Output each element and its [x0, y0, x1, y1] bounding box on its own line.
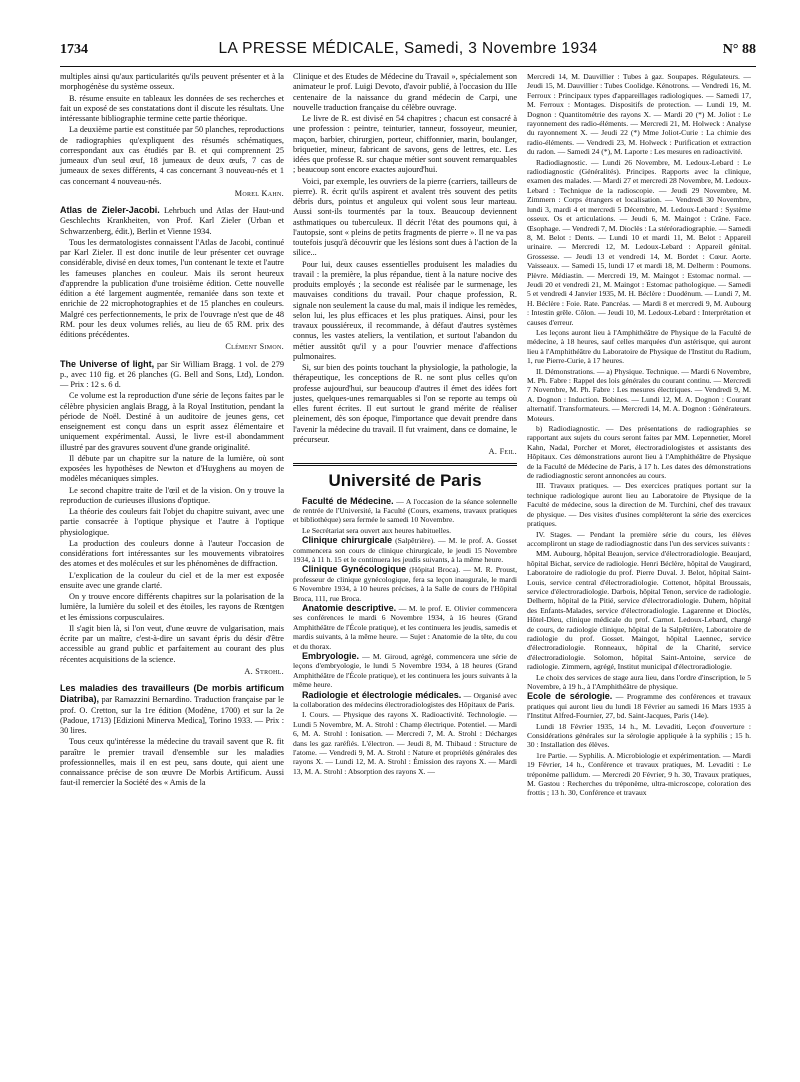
notice-anatomie [293, 604, 517, 651]
paragraph: Le choix des services de stage aura lieu, dans l'ordre d'inscription, le 5 Novembre, à 19 h., à l'Amphithéâtre de physique. [527, 672, 751, 691]
review-title: Atlas de Zieler-Jacobi. [60, 205, 160, 215]
paragraph: Ce volume est la reproduction d'une série de leçons faites par le célèbre physicien anglais Bragg, à la Royal Institution, pendant la période de Noël. Destiné à un auditoire de jeunes gens, cet enseignement est conçu dans un esprit assez élémentaire et uniquement expérimental. Aussi, le livre est-il abondamment illustré par des gravures souvent d'une grande originalité. [60, 391, 284, 452]
author-signature: A. Strohl. [244, 666, 284, 676]
paragraph: La production des couleurs donne à l'auteur l'occasion de considérations fort intéressantes sur les mouvements vibratoires des atomes et des molécules et sur les phénomènes de diffraction. [60, 538, 284, 569]
page-number: 1734 [60, 42, 88, 57]
paragraph: b) Radiodiagnostic. — Des présentations de radiographies se rapportant aux sujets du cours seront faites par MM. Lepennetier, Morel Kahn, Nadal, Porcher et Moret, électroradiologistes et assistants des Hôpitaux. Ces démonstrations auront lieu à l'Amphithéâtre de Physique de la Faculté de Médecine de Paris, à 17 h. Les dates des démonstrations de radiodiagnostic seront annoncées au cours. [527, 424, 751, 481]
paragraph: IV. Stages. — Pendant la première série du cours, les élèves accompliront un stage de radiodiagnostic dans l'un des services suivants : [527, 529, 751, 548]
review-title: Les maladies des travailleurs (De morbis artificum Diatriba), [60, 683, 284, 705]
review-entry-universe [60, 359, 284, 391]
paragraph: Pour lui, deux causes essentielles produisent les maladies du travail : la première, la plus répandue, tient à la nature nocive des produits employés ; la seconde est réalisée par le surmenage, les mauvaises conditions du travail. Pour chaque profession, R. signale non seulement la cause du mal, mais il indique les remèdes, selon lui, les plus efficaces et les plus pratiques. Ainsi, pour les travaux poussiéreux, il recommande, à défaut d'autres systèmes connus, les vastes ateliers, la ventilation, et surtout l'abandon du métier aussitôt qu'il y a pour l'ouvrier menace d'affections pulmonaires. [293, 259, 517, 361]
paragraph: Voici, par exemple, les ouvriers de la pierre (carriers, tailleurs de pierre). R. écrit qu'ils aspirent et avalent très souvent des petits débris durs, pointus et anguleux qui volent sous leur marteau. Aussi sont-ils tourmentés par la toux. Beaucoup deviennent asthmatiques ou tuberculeux. Il décrit l'état des poumons qui, à l'autopsie, sont « pleins de petits fragments de pierre ». Il ne va pas toutefois jusqu'à découvrir que les lésions sont dues à l'action de la silice... [293, 176, 517, 258]
notice-faculte [293, 497, 517, 525]
notice-text: (Hôpital Broca). — M. R. Proust, professeur de clinique gynécologique, fera sa leçon inaugurale, le mardi 6 Novembre 1934, à 10 heures précises, à la Salle de cours de l'Hôpital Broca, 111, rue Broca. [293, 565, 517, 603]
notice-title: Clinique Gynécologique [302, 564, 407, 575]
review-reference: par Ramazzini Bernardino. Traduction française par le prof. O. Cretton, sur la 1re édition (Modène, 1700) et sur la 2e (Padoue, 1713) [Edizioni Minerva Medica], Torino 1933. — Prix : 30 lires. [60, 695, 284, 735]
notice-embryologie [293, 652, 517, 690]
notice-text: — Organisé avec la collaboration des médecins électroradiologistes des Hôpitaux de Paris. [293, 690, 517, 710]
review-title: The Universe of light, [60, 358, 155, 369]
paragraph: Mercredi 14, M. Dauvillier : Tubes à gaz. Soupapes. Régulateurs. — Jeudi 15, M. Dauvillier : Tubes Coolidge. Kénotrons. — Vendredi 16, M. Ferroux : Principaux types d'appareillages radiologiques. — Samedi 17, M. Ferroux : Montages. Dispositifs de protection. — Lundi 19, M. Dognon : Quantitométrie des rayons X. — Mardi 20 (*) M. Joliot : Le rayonnement des radio-éléments. — Mercredi 21, M. Holweck : Analyse du rayonnement X. — Jeudi 22 (*) Mme Joliot-Curie : La chimie des radio-éléments. — Vendredi 23, M. Holweck : Purification et extraction du radon. — Samedi 24 (*), M. Laporte : Les mesures en radioactivité. [527, 72, 751, 157]
notice-text: — M. le prof. E. Olivier commencera ses conférences le mardi 6 Novembre 1934, à 16 heures (Grand Amphithéâtre de l'École pratique), et les continuera les jeudis, samedis et mardis suivants, à la même heure. — Sujet : Anatomie de la tête, du cou et du thorax. [293, 603, 517, 651]
paragraph: Le livre de R. est divisé en 54 chapitres ; chacun est consacré à une profession : peintre, teinturier, tanneur, fossoyeur, meunier, maçon, barbier, chirurgien, porteur, chiffonnier, marin, boulanger, briquetier, mineur, fabricant de savons, gens de lettres, etc. Les idées que professe R. sur chaque métier sont souvent remarquables ; beaucoup sont encore exactes aujourd'hui. [293, 114, 517, 175]
notice-text: — Programme des conférences et travaux pratiques qui auront lieu du lundi 18 Février au samedi 16 Mars 1935 à l'Institut Alfred-Fournier, 27, bd. Saint-Jacques, Paris (14e). [527, 692, 751, 721]
notice-title: Clinique chirurgicale [302, 535, 393, 546]
paragraph: 1re Partie. — Syphilis. A. Microbiologie et expérimentation. — Mardi 19 Février, 14 h., Conférence et travaux pratiques, M. Levaditi : Le tréponème pallidum. — Mercredi 20 Février, 9 h. 30, Travaux pratiques, M. Gastou : Recherches du tréponème, ultra-microscope, coloration des frottis ; 13 h. 30, Conférence et travaux [527, 750, 751, 798]
paragraph: Les leçons auront lieu à l'Amphithéâtre de Physique de la Faculté de médecine, à 18 heures, sauf celles marquées d'un astérisque, qui auront lieu à l'Amphithéâtre du Laboratoire de Physique de l'Institut du Radium, 1, rue Pierre-Curie, à 17 heures. [527, 327, 751, 366]
notice-serologie [527, 692, 751, 720]
notice-title: Embryologie. [302, 651, 360, 661]
column-right [527, 72, 751, 799]
section-heading: Université de Paris [328, 471, 482, 491]
paragraph: On y trouve encore différents chapitres sur la polarisation de la lumière, la lumière du soleil et des étoiles, les rayons de Rœntgen et les émissions corpusculaires. [60, 592, 284, 622]
notice-title: Faculté de Médecine. [302, 495, 394, 506]
author-signature: Morel Kahn. [234, 188, 284, 198]
paragraph: MM. Aubourg, hôpital Beaujon, service d'électroradiologie. Beaujard, hôpital Bichat, service de radiologie. Henri Béclère, hôpital de Vaugirard, Laboratoire de radiologie du prof. Pierre Duval. J. Belot, hôpital Saint-Louis, service central d'électroradiologie. Cottenot, hôpital Broussais, service d'électroradiologie. Darbois, hôpital Tenon, service de radiologie. Delherm, hôpital de la Pitié, service d'électroradiologie. Duhem, hôpital des Enfants-Malades, service d'électroradiologie. Lagarenne et Dioclès, Hôtel-Dieu, clinique médicale du prof. Carnot. Ledoux-Lebard, chargé de cours, de radiologie clinique, hôpital de la Salpêtrière, Laboratoire de radiologie du prof. Gosset. Maingot, hôpital Laennec, service d'électroradiologie. Ronneaux, hôpital de la Charité, service d'électroradiologie. Solomon, hôpital Saint-Antoine, service de radiologie. Zimmern, agrégé, Institut municipal d'électroradiologie. [527, 549, 751, 672]
paragraph: La deuxième partie est constituée par 50 planches, reproductions de radiographies qu'expliquent des résumés schématiques, correspondant aux cas étudiés par B. et qui comprennent 25 jumeaux d'un seul œuf, 18 jumeaux de deux œufs, 7 cas de jumeaux de sexes différents, 4 cas concernant 3 nouveau-nés et 1 cas concernant 4 nouveau-nés. [60, 125, 284, 186]
notice-title: Radiologie et électrologie médicales. [302, 689, 462, 700]
author-signature: Clément Simon. [225, 342, 284, 352]
section-divider [293, 463, 517, 466]
paragraph: Il s'agit bien là, si l'on veut, d'une œuvre de vulgarisation, mais écrite par un maître, c'est-à-dire un savant épris du désir d'être accessible au grand public et parfaitement au courant des plus récentes acquisitions de la science. [60, 623, 284, 664]
column-middle [293, 72, 517, 777]
paragraph: Lundi 18 Février 1935, 14 h., M. Levaditi, Leçon d'ouverture : Considérations générales sur la sérologie appliquée à la syphilis ; 15 h. 30 : Installation des élèves. [527, 721, 751, 750]
paragraph: Si, sur bien des points touchant la physiologie, la pathologie, la thérapeutique, les conceptions de R. ne sont plus celles qu'on professe aujourd'hui, sur beaucoup d'autres il émet des idées fort justes, quelques-unes remarquables si l'on se reporte au temps où elles furent écrites. Il eut surtout le grand mérite de réaliser pleinement, dès son époque, l'importance que devait prendre dans l'avenir la médecine du travail. Il fut vraiment, dans ce domaine, le précurseur. [293, 363, 517, 444]
review-entry-maladies [60, 683, 284, 736]
paragraph: L'explication de la couleur du ciel et de la mer est exposée ensuite avec une grande clarté. [60, 570, 284, 590]
paragraph: Radiodiagnostic. — Lundi 26 Novembre, M. Ledoux-Lebard : Le radiodiagnostic (Généralités). Principes. Rapports avec la clinique, examen des malades. — Mardi 27 et mercredi 28 Novembre, M. Ledoux-Lebard : Technique de la radioscopie. — Jeudi 29 Novembre, M. Zimmern : Corps étrangers et localisation. — Vendredi 30 Novembre, lundi 3, mardi 4 et mercredi 5 Décembre, M. Ledoux-Lebard : Système osseux. Os et articulations. — Jeudi 6, M. Maingot : Crâne. Face. Œsophage. — Vendredi 7, M. Dioclès : La stéréoradiographie. — Samedi 8, M. Belot : Dents. — Lundi 10 et mardi 11, M. Belot : Appareil urinaire. — Mercredi 12, M. Ledoux-Lebard : Appareil génital. Grossesse. — Jeudi 13 et vendredi 14, M. Bordet : Cœur. Aorte. Vaisseaux. — Samedi 15, lundi 17 et mardi 18, M. Delherm : Poumons. Plèvre. Médiastin. — Mercredi 19, M. Maingot : Estomac normal. — Jeudi 20 et vendredi 21, M. Maingot : Estomac pathologique. — Samedi 5 et vendredi 4 Janvier 1935, M. H. Béclère : Duodénum. — Lundi 7, M. H. Béclère : Foie. Rate. Pancréas. — Mardi 8 et mercredi 9, M. Aubourg : Intestin grêle. Côlon. — Jeudi 10, M. Ledoux-Lebard : Interprétation et causes d'erreur. [527, 157, 751, 327]
paragraph: Il débute par un chapitre sur la nature de la lumière, où sont exposées les hypothèses de Newton et d'Huyghens au moyen de modèles mécaniques simples. [60, 453, 284, 484]
column-left [60, 72, 284, 790]
review-reference: par Sir William Bragg. 1 vol. de 279 p., avec 110 fig. et 26 planches (G. Bell and Sons, Ltd), London. — Prix : 12 s. 6 d. [60, 359, 284, 389]
paragraph: Tous ceux qu'intéresse la médecine du travail savent que R. fit paraître le premier travail d'ensemble sur les maladies professionnelles, mais il en est peu, sans doute, qui aient une connaissance précise de son œuvre De Morbis Artificum. Aussi faut-il remercier la Société des « Amis de la [60, 737, 284, 788]
notice-text: — M. Giroud, agrégé, commencera une série de leçons d'embryologie, le lundi 5 Novembre 1934, à 18 heures (Grand Amphithéâtre de l'École pratique), et les continuera les jours suivants à la même heure. [293, 652, 517, 690]
notice-text: — A l'occasion de la séance solennelle de rentrée de l'Université, la Faculté (Cours, examens, travaux pratiques et bibliothèque) sera fermée le samedi 10 Novembre. [293, 496, 517, 525]
review-entry-atlas [60, 205, 284, 237]
journal-title: LA PRESSE MÉDICALE, Samedi, 3 Novembre 1934 [218, 40, 598, 57]
paragraph: Clinique et des Etudes de Médecine du Travail », spécialement son animateur le prof. Luigi Devoto, d'avoir publié, à l'occasion du IIIe centenaire de la naissance du grand médecin de Carpi, une nouvelle traduction française du célèbre ouvrage. [293, 72, 517, 112]
notice-clinique-chirurgicale [293, 536, 517, 564]
paragraph: La théorie des couleurs fait l'objet du chapitre suivant, avec une partie consacrée à l'optique physique et l'autre à l'optique physiologique. [60, 507, 284, 537]
notice-title: Ecole de sérologie. [527, 691, 613, 702]
author-signature: A. Feil. [488, 447, 517, 456]
notice-clinique-gynecologique [293, 565, 517, 603]
notice-title: Anatomie descriptive. [302, 602, 397, 613]
paragraph: B. résume ensuite en tableaux les données de ses recherches et fait un exposé de ses constatations dont il discute les résultats. Une intéressante bibliographie termine cette partie théorique. [60, 93, 284, 123]
issue-number: N° 88 [722, 42, 756, 57]
notice-text: (Salpêtrière). — M. le prof. A. Gosset commencera son cours de clinique chirurgicale, le jeudi 15 Novembre 1934, à 11 h. 15 et le continuera les jeudis suivants, à la même heure. [293, 536, 517, 564]
notice-text: I. Cours. — Physique des rayons X. Radioactivité. Technologie. — Lundi 5 Novembre, M. A. Strohl : Champ électrique. Potentiel. — Mardi 6, M. A. Strohl : Ionisation. — Mercredi 7, M. A. Strohl : Décharges dans les gaz raréfiés. L'électron. — Jeudi 8, M. Thibaud : Structure de l'atome. — Vendredi 9, M. A. Strohl : Nature et propriétés générales des rayons X. — Lundi 12, M. A. Strohl : Émission des rayons X. — Mardi 13, M. A. Strohl : Absorption des rayons X. — [293, 710, 517, 776]
paragraph: multiples ainsi qu'aux particularités qu'ils peuvent présenter et à la morphogénèse du système osseux. [60, 72, 284, 92]
paragraph: Tous les dermatologistes connaissent l'Atlas de Jacobi, continué par Karl Zieler. Il est donc inutile de leur présenter cet ouvrage considérable, divisé en deux tomes, l'un contenant le texte et l'autre les fameuses planches en couleur. Mais ils seront heureux d'apprendre la publication d'une troisième édition. Cette nouvelle édition a été largement augmentée, remaniée dans son texte et enrichie de 22 microphotographies et de 15 planches en couleurs. Malgré ces perfectionnements, le prix de l'ouvrage n'est que de 48 RM. pour les deux volumes reliés, au lieu de 65 RM. prix des éditions précédentes. [60, 237, 284, 339]
paragraph: II. Démonstrations. — a) Physique. Technique. — Mardi 6 Novembre, M. Ph. Fabre : Rappel des lois générales du courant continu. — Mercredi 7 Novembre, M. Ph. Fabre : Les mesures électriques. — Vendredi 9, M. A. Dognon : Induction. Bobines. — Lundi 12, M. A. Dognon : Courant alternatif. Transformateurs. — Mercredi 14, M. A. Dognon : Générateurs. Moteurs. [527, 366, 751, 423]
page-header [60, 30, 756, 67]
review-reference: Lehrbuch und Atlas der Haut-und Geschlechts Krankheiten, von Prof. Karl Zieler (Urban et Schwarzenberg, édit.), Berlin et Vienne 1934. [60, 206, 284, 236]
notice-text: Le Secrétariat sera ouvert aux heures habituelles. [302, 525, 452, 535]
paragraph: III. Travaux pratiques. — Des exercices pratiques portant sur la technique radiologique auront lieu au Laboratoire de Physique de la Faculté de médecine, sous la direction de M. Turchini, chef des travaux de physique. — Des visites d'usines compléteront la série des exercices pratiques. [527, 481, 751, 529]
paragraph: Le second chapitre traite de l'œil et de la vision. On y trouve la reproduction de curieuses illusions d'optique. [60, 485, 284, 505]
notice-radiologie [293, 691, 517, 710]
